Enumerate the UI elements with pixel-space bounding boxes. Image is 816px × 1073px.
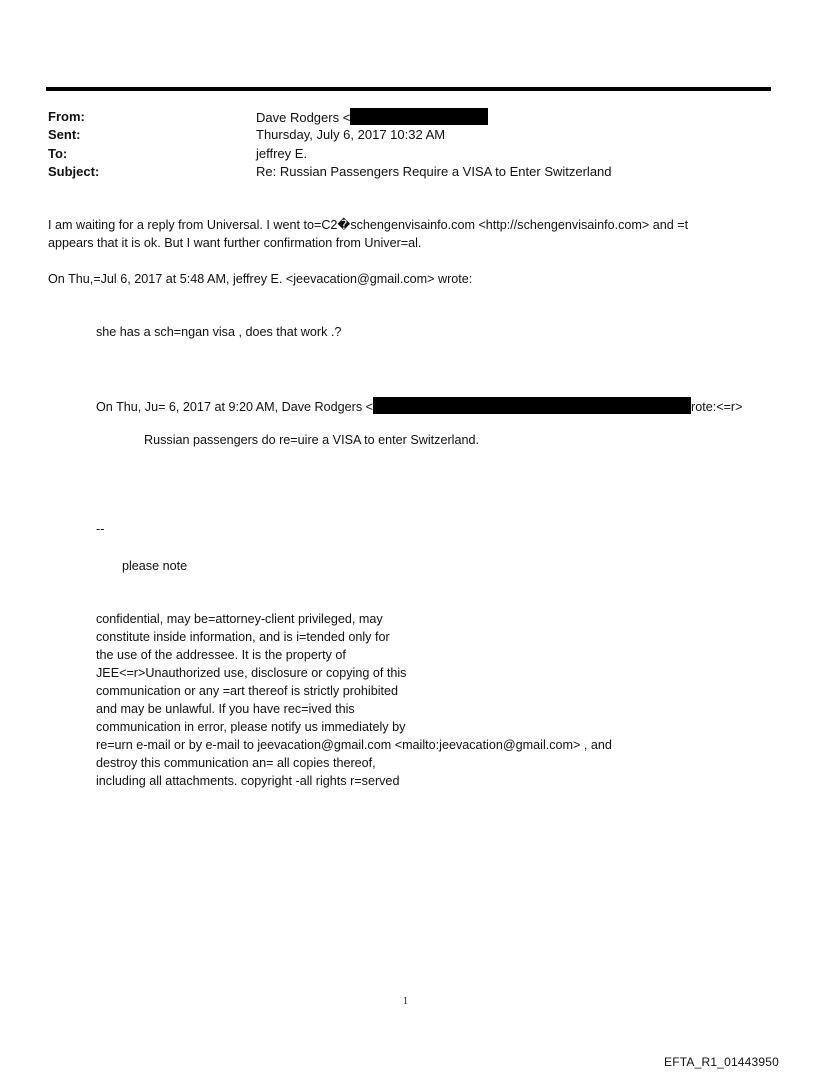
quote-header: On Thu,=Jul 6, 2017 at 5:48 AM, jeffrey E. <jeevacation@gmail.com> wrote: bbox=[48, 272, 473, 286]
disclaimer-line: communication in error, please notify us immediately by bbox=[96, 720, 406, 734]
disclaimer-line: communication or any =art thereof is strictly prohibited bbox=[96, 684, 399, 698]
disclaimer-line: JEE<=r>Unauthorized use, disclosure or copying of this bbox=[96, 666, 407, 680]
disclaimer-line: constitute inside information, and is i=tended only for bbox=[96, 630, 390, 644]
to-label: To: bbox=[48, 146, 68, 161]
dave-quote-header bbox=[96, 397, 742, 416]
signature-dash: -- bbox=[96, 522, 105, 536]
disclaimer-line: re=urn e-mail or by e-mail to jeevacation@gmail.com <mailto:jeevacation@gmail.com> , and bbox=[96, 738, 612, 752]
from-value bbox=[256, 108, 488, 126]
disclaimer-line: confidential, may be=attorney-client privileged, may bbox=[96, 612, 383, 626]
redaction-box bbox=[373, 397, 691, 414]
subject-label: Subject: bbox=[48, 164, 100, 179]
disclaimer-line: and may be unlawful. If you have rec=ived this bbox=[96, 702, 355, 716]
header-divider bbox=[46, 87, 771, 91]
sent-value: Thursday, July 6, 2017 10:32 AM bbox=[256, 127, 446, 142]
disclaimer-line: destroy this communication an= all copies thereof, bbox=[96, 756, 376, 770]
page-number: 1 bbox=[403, 996, 408, 1007]
subject-value: Re: Russian Passengers Require a VISA to Enter Switzerland bbox=[256, 164, 612, 179]
bates-id: EFTA_R1_01443950 bbox=[664, 1055, 780, 1069]
redaction-box bbox=[350, 108, 488, 125]
disclaimer-line: including all attachments. copyright -all rights r=served bbox=[96, 774, 400, 788]
dave-message: Russian passengers do re=uire a VISA to enter Switzerland. bbox=[144, 433, 479, 447]
from-text: Dave Rodgers < bbox=[256, 110, 351, 125]
please-note: please note bbox=[122, 559, 188, 573]
from-label: From: bbox=[48, 109, 85, 124]
reply-line-2: appears that it is ok. But I want further confirmation from Univer=al. bbox=[48, 236, 422, 250]
dave-quote-suffix: rote:<=r> bbox=[691, 400, 743, 414]
reply-line-1: I am waiting for a reply from Universal. I went to=C2�schengenvisainfo.com <http://schengenvisainfo.com> and =t bbox=[48, 218, 689, 232]
to-value: jeffrey E. bbox=[256, 146, 308, 161]
jeffrey-message: she has a sch=ngan visa , does that work .? bbox=[96, 325, 342, 339]
disclaimer-line: the use of the addressee. It is the property of bbox=[96, 648, 346, 662]
dave-quote-prefix: On Thu, Ju= 6, 2017 at 9:20 AM, Dave Rodgers < bbox=[96, 400, 374, 414]
sent-label: Sent: bbox=[48, 127, 81, 142]
